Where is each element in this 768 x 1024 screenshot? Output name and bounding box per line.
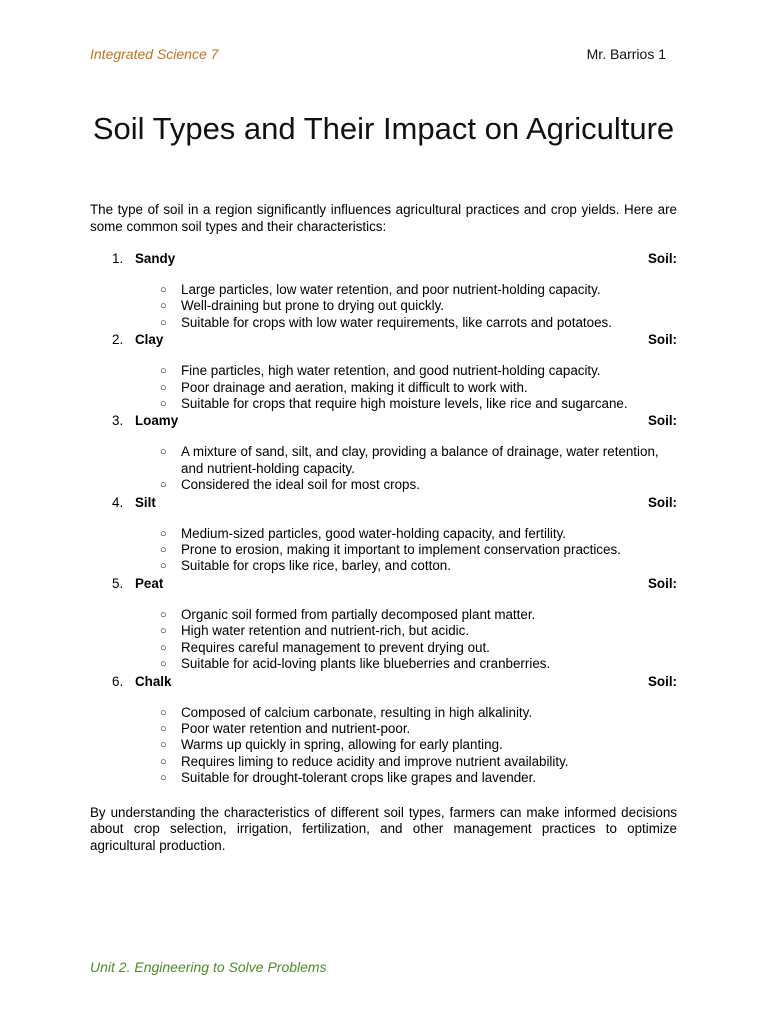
soil-bullet: [90, 315, 677, 331]
soil-bullet-text: Warms up quickly in spring, allowing for early planting.: [181, 737, 503, 753]
soil-suffix: Soil:: [647, 413, 677, 429]
soil-name: Sandy: [135, 251, 176, 266]
hollow-circle-bullet-icon: ○: [160, 755, 167, 768]
soil-item: [90, 575, 677, 673]
soil-bullet: [90, 380, 677, 396]
soil-bullet: [90, 721, 677, 737]
soil-bullet-list: [90, 526, 677, 575]
hollow-circle-bullet-icon: ○: [160, 479, 167, 492]
hollow-circle-bullet-icon: ○: [160, 641, 167, 654]
soil-bullet: [90, 477, 677, 493]
soil-bullet-text: Prone to erosion, making it important to implement conservation practices.: [181, 542, 621, 558]
soil-bullet-text: Suitable for crops that require high moisture levels, like rice and sugarcane.: [181, 396, 628, 412]
soil-bullet-list: [90, 607, 677, 673]
intro-paragraph: The type of soil in a region significantly influences agricultural practices and crop yields. Here are some common soil types and their characteristics:: [90, 202, 677, 234]
soil-bullet-text: High water retention and nutrient-rich, but acidic.: [181, 623, 470, 639]
hollow-circle-bullet-icon: ○: [160, 544, 167, 557]
soil-bullet-text: Suitable for crops like rice, barley, and cotton.: [181, 558, 451, 574]
soil-name: Chalk: [135, 673, 172, 689]
soil-bullet: [90, 542, 677, 558]
hollow-circle-bullet-icon: ○: [160, 625, 167, 638]
soil-item: [90, 494, 677, 575]
soil-bullet-text: Suitable for crops with low water requirements, like carrots and potatoes.: [181, 314, 612, 330]
soil-heading: [90, 250, 677, 267]
soil-name: Clay: [135, 332, 164, 348]
soil-bullet: [90, 737, 677, 753]
hollow-circle-bullet-icon: ○: [160, 527, 167, 540]
soil-name: Silt: [135, 494, 156, 510]
soil-bullet-text: Poor water retention and nutrient-poor.: [181, 720, 411, 736]
hollow-circle-bullet-icon: ○: [160, 772, 167, 785]
soil-heading: [90, 331, 677, 348]
soil-heading: [90, 494, 677, 511]
soil-name: Peat: [135, 575, 164, 591]
soil-bullet: [90, 526, 677, 542]
header-course: Integrated Science 7: [90, 46, 219, 62]
soil-number: 6.: [112, 673, 124, 689]
soil-bullet: [90, 444, 677, 477]
soil-number: 2.: [112, 332, 124, 348]
soil-suffix: Soil:: [647, 494, 677, 510]
soil-heading: [90, 575, 677, 592]
soil-item: [90, 331, 677, 412]
soil-bullet-text: Suitable for acid-loving plants like blueberries and cranberries.: [181, 656, 551, 672]
hollow-circle-bullet-icon: ○: [160, 381, 167, 394]
hollow-circle-bullet-icon: ○: [160, 722, 167, 735]
soil-bullet: [90, 298, 677, 314]
soil-bullet: [90, 282, 677, 298]
soil-heading: [90, 412, 677, 429]
soil-bullet: [90, 623, 677, 639]
header-teacher-page: Mr. Barrios 1: [586, 46, 666, 62]
soil-bullet: [90, 770, 677, 786]
soil-bullet: [90, 396, 677, 412]
soil-bullet: [90, 607, 677, 623]
soil-bullet-text: A mixture of sand, silt, and clay, providing a balance of drainage, water retention, and nutrient-holding capacity.: [181, 444, 659, 476]
soil-bullet-text: Large particles, low water retention, and poor nutrient-holding capacity.: [181, 282, 601, 297]
soil-item: [90, 250, 677, 331]
soil-bullet-text: Considered the ideal soil for most crops.: [181, 477, 420, 493]
page-title: Soil Types and Their Impact on Agriculture: [92, 111, 675, 146]
soil-list: [90, 250, 677, 787]
hollow-circle-bullet-icon: ○: [160, 739, 167, 752]
hollow-circle-bullet-icon: ○: [160, 706, 167, 719]
soil-item: [90, 673, 677, 787]
soil-number: 1.: [112, 251, 124, 266]
soil-heading: [90, 673, 677, 690]
soil-bullet-text: Fine particles, high water retention, and good nutrient-holding capacity.: [181, 363, 601, 379]
soil-bullet-text: Organic soil formed from partially decomposed plant matter.: [181, 606, 536, 622]
soil-bullet-text: Requires careful management to prevent drying out.: [181, 639, 490, 655]
soil-bullet: [90, 656, 677, 672]
soil-bullet-text: Well-draining but prone to drying out quickly.: [181, 298, 444, 314]
hollow-circle-bullet-icon: ○: [160, 300, 167, 313]
soil-bullet: [90, 363, 677, 379]
hollow-circle-bullet-icon: ○: [160, 446, 167, 459]
hollow-circle-bullet-icon: ○: [160, 608, 167, 621]
soil-bullet-list: [90, 444, 677, 493]
soil-bullet: [90, 558, 677, 574]
soil-suffix: Soil:: [647, 575, 677, 591]
soil-bullet: [90, 640, 677, 656]
footer-unit: Unit 2. Engineering to Solve Problems: [90, 959, 327, 975]
soil-suffix: Soil:: [647, 251, 677, 266]
soil-bullet-text: Composed of calcium carbonate, resulting in high alkalinity.: [181, 704, 533, 720]
soil-bullet: [90, 754, 677, 770]
soil-number: 5.: [112, 575, 124, 591]
soil-bullet-list: [90, 282, 677, 331]
hollow-circle-bullet-icon: ○: [160, 365, 167, 378]
soil-bullet-list: [90, 363, 677, 412]
soil-bullet-text: Suitable for drought-tolerant crops like grapes and lavender.: [181, 770, 537, 786]
hollow-circle-bullet-icon: ○: [160, 316, 167, 329]
soil-number: 4.: [112, 494, 124, 510]
soil-bullet: [90, 705, 677, 721]
hollow-circle-bullet-icon: ○: [160, 560, 167, 573]
soil-bullet-list: [90, 705, 677, 787]
soil-suffix: Soil:: [647, 673, 677, 689]
hollow-circle-bullet-icon: ○: [160, 658, 167, 671]
soil-item: [90, 412, 677, 493]
hollow-circle-bullet-icon: ○: [160, 284, 167, 296]
soil-bullet-text: Poor drainage and aeration, making it difficult to work with.: [181, 379, 528, 395]
soil-number: 3.: [112, 413, 124, 429]
hollow-circle-bullet-icon: ○: [160, 398, 167, 411]
soil-bullet-text: Requires liming to reduce acidity and improve nutrient availability.: [181, 753, 569, 769]
conclusion-paragraph: By understanding the characteristics of different soil types, farmers can make informed decisions about crop selection, irrigation, fertilization, and other management practices to optimize agricultural production.: [90, 805, 677, 853]
soil-name: Loamy: [135, 413, 179, 429]
soil-suffix: Soil:: [647, 332, 677, 348]
soil-bullet-text: Medium-sized particles, good water-holding capacity, and fertility.: [181, 525, 567, 541]
